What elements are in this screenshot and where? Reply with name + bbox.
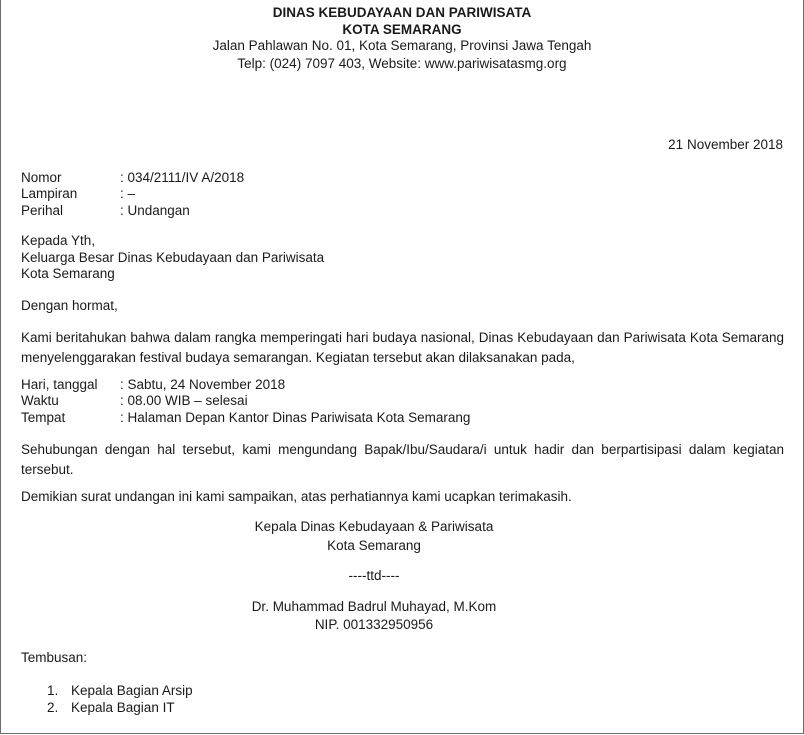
body-invite: Sehubungan dengan hal tersebut, kami mengundang Bapak/Ibu/Saudara/i untuk hadir dan berpartisipasi dalam kegiatan tersebut. (21, 442, 784, 477)
signature-nip: NIP. 001332950956 (314, 617, 434, 632)
tembusan-item-num: 1. (47, 683, 59, 698)
letterhead-contact: Telp: (024) 7097 403, Website: www.pariwisatasmg.org (237, 56, 567, 71)
recipient-line1: Kepada Yth, (21, 233, 96, 248)
event-value-place: : Halaman Depan Kantor Dinas Pariwisata Kota Semarang (120, 410, 471, 425)
signature-name: Dr. Muhammad Badrul Muhayad, M.Kom (251, 599, 497, 614)
event-value-date: : Sabtu, 24 November 2018 (120, 377, 286, 392)
recipient-line2: Keluarga Besar Dinas Kebudayaan dan Pariwisata (21, 250, 325, 265)
event-label-date: Hari, tanggal (21, 377, 98, 392)
tembusan-item-text: Kepala Bagian IT (71, 700, 175, 715)
signature-city: Kota Semarang (327, 538, 421, 553)
tembusan-item-num: 2. (47, 700, 59, 715)
meta-label-nomor: Nomor (21, 170, 62, 185)
meta-value-lampiran: : – (120, 186, 136, 201)
tembusan-title: Tembusan: (21, 650, 88, 665)
event-label-time: Waktu (21, 393, 59, 408)
signature-position: Kepala Dinas Kebudayaan & Pariwisata (254, 519, 494, 534)
signature-ttd: ----ttd---- (348, 568, 400, 583)
recipient-line3: Kota Semarang (21, 266, 115, 281)
closing-text: Demikian surat undangan ini kami sampaikan, atas perhatiannya kami ucapkan terimakasih. (21, 489, 572, 504)
event-value-time: : 08.00 WIB – selesai (120, 393, 248, 408)
greeting: Dengan hormat, (21, 298, 118, 313)
meta-label-lampiran: Lampiran (21, 186, 78, 201)
letterhead-agency: DINAS KEBUDAYAAN DAN PARIWISATA (272, 5, 532, 20)
meta-value-perihal: : Undangan (120, 203, 190, 218)
meta-label-perihal: Perihal (21, 203, 64, 218)
letterhead-city: KOTA SEMARANG (342, 22, 462, 37)
body-intro: Kami beritahukan bahwa dalam rangka memperingati hari budaya nasional, Dinas Kebudayaan dan Pariwisata Kota Semarang menyelenggarakan festival budaya semarangan. Kegiatan tersebut akan dilaksanakan pada, (21, 330, 784, 365)
tembusan-item-text: Kepala Bagian Arsip (71, 683, 193, 698)
letterhead-address: Jalan Pahlawan No. 01, Kota Semarang, Provinsi Jawa Tengah (212, 38, 592, 53)
event-label-place: Tempat (21, 410, 66, 425)
meta-value-nomor: : 034/2111/IV A/2018 (120, 170, 245, 185)
letter-date: 21 November 2018 (668, 137, 783, 152)
